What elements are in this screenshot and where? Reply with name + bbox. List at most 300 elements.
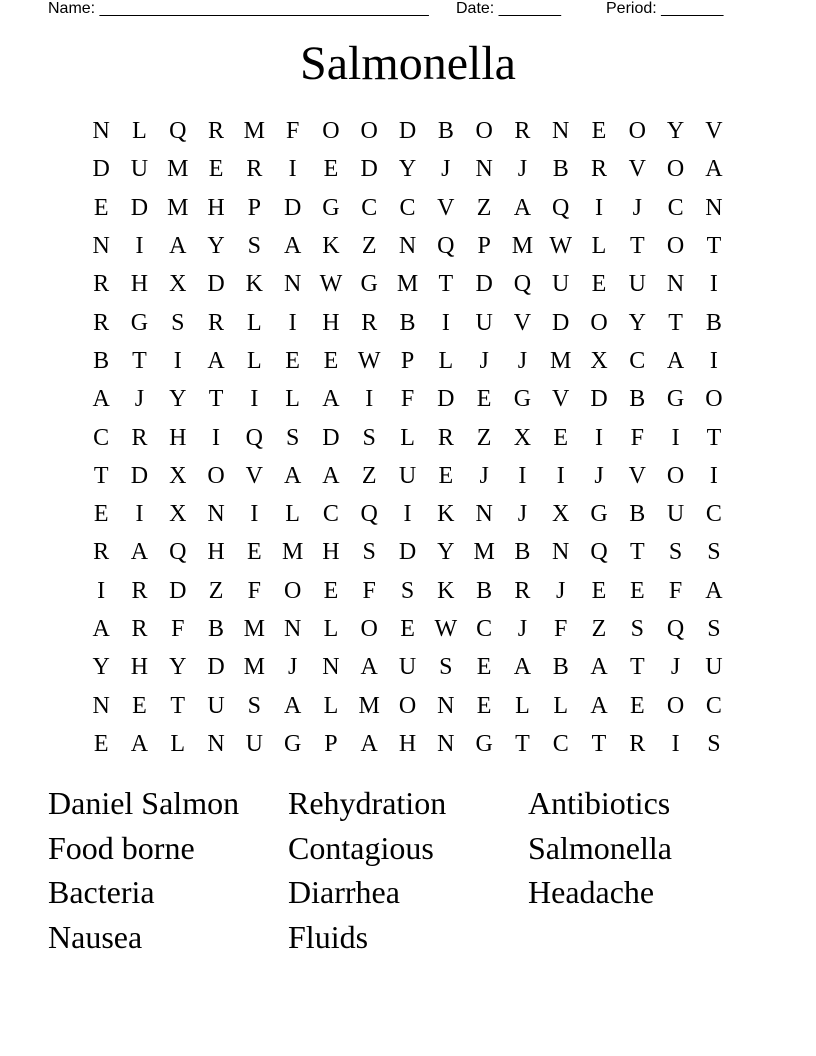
grid-cell[interactable]: O bbox=[398, 692, 417, 719]
grid-cell[interactable]: S bbox=[707, 616, 721, 642]
grid-cell[interactable]: B bbox=[552, 156, 569, 183]
grid-cell[interactable]: R bbox=[208, 118, 225, 145]
grid-cell[interactable]: N bbox=[666, 271, 685, 298]
grid-cell[interactable]: U bbox=[398, 654, 417, 681]
grid-cell[interactable]: M bbox=[167, 194, 189, 221]
grid-cell[interactable]: C bbox=[705, 692, 722, 719]
grid-cell[interactable]: D bbox=[283, 194, 302, 221]
grid-cell[interactable]: J bbox=[517, 347, 528, 374]
grid-cell[interactable]: T bbox=[706, 233, 722, 260]
grid-cell[interactable]: D bbox=[590, 386, 608, 413]
grid-cell[interactable]: A bbox=[322, 462, 340, 489]
grid-cell[interactable]: V bbox=[437, 194, 455, 221]
grid-cell[interactable]: H bbox=[130, 271, 149, 298]
grid-cell[interactable]: M bbox=[243, 654, 265, 681]
grid-cell[interactable]: L bbox=[438, 347, 454, 374]
grid-cell[interactable]: V bbox=[552, 386, 570, 413]
grid-cell[interactable]: A bbox=[705, 577, 723, 604]
grid-cell[interactable]: D bbox=[169, 577, 187, 604]
grid-cell[interactable]: C bbox=[552, 730, 569, 757]
grid-cell[interactable]: Z bbox=[476, 424, 492, 451]
grid-cell[interactable]: E bbox=[93, 194, 109, 221]
grid-cell[interactable]: U bbox=[130, 156, 149, 183]
grid-cell[interactable]: T bbox=[629, 539, 645, 566]
grid-cell[interactable]: O bbox=[322, 118, 340, 145]
grid-cell[interactable]: O bbox=[628, 118, 646, 145]
grid-cell[interactable]: N bbox=[552, 539, 570, 566]
grid-cell[interactable]: T bbox=[706, 424, 722, 451]
word-list-item: Daniel Salmon bbox=[48, 785, 240, 821]
grid-cell[interactable]: A bbox=[130, 539, 149, 566]
grid-cell[interactable]: W bbox=[357, 347, 381, 374]
grid-cell[interactable]: N bbox=[437, 730, 455, 757]
grid-cell[interactable]: I bbox=[671, 730, 680, 757]
grid-cell[interactable]: N bbox=[92, 692, 110, 719]
grid-cell[interactable]: A bbox=[666, 347, 685, 374]
period-field[interactable]: Period: _______ bbox=[606, 0, 724, 17]
grid-cell[interactable]: E bbox=[285, 347, 300, 374]
grid-cell[interactable]: S bbox=[630, 616, 644, 642]
grid-cell[interactable]: B bbox=[705, 309, 722, 336]
grid-cell[interactable]: N bbox=[322, 654, 340, 681]
grid-cell[interactable]: H bbox=[130, 654, 149, 681]
grid-cell[interactable]: R bbox=[93, 271, 110, 298]
grid-cell[interactable]: A bbox=[360, 730, 378, 757]
grid-cell[interactable]: P bbox=[247, 194, 262, 221]
grid-cell[interactable]: I bbox=[709, 347, 718, 374]
grid-cell[interactable]: R bbox=[131, 577, 148, 604]
grid-cell[interactable]: I bbox=[709, 271, 718, 298]
header-fields bbox=[48, 0, 748, 20]
grid-cell[interactable]: L bbox=[591, 233, 607, 260]
grid-cell[interactable]: X bbox=[513, 424, 532, 451]
grid-cell[interactable]: N bbox=[92, 118, 110, 145]
grid-cell[interactable]: J bbox=[517, 156, 528, 183]
grid-cell[interactable]: C bbox=[361, 194, 378, 221]
grid-cell[interactable]: R bbox=[437, 424, 454, 451]
grid-cell[interactable]: S bbox=[171, 309, 185, 336]
grid-cell[interactable]: U bbox=[398, 462, 417, 489]
name-field[interactable]: Name: _____________________________________ bbox=[48, 0, 429, 17]
grid-cell[interactable]: K bbox=[322, 233, 340, 260]
grid-cell[interactable]: D bbox=[398, 118, 417, 145]
grid-cell[interactable]: A bbox=[283, 233, 302, 260]
grid-cell[interactable]: I bbox=[135, 233, 144, 260]
grid-cell[interactable]: P bbox=[324, 730, 338, 757]
grid-cell[interactable]: K bbox=[245, 271, 263, 298]
grid-cell[interactable]: Q bbox=[245, 424, 263, 451]
grid-cell[interactable]: Y bbox=[169, 654, 187, 681]
grid-cell[interactable]: R bbox=[93, 309, 110, 336]
grid-cell[interactable]: L bbox=[400, 424, 415, 451]
grid-cell[interactable]: D bbox=[130, 194, 149, 221]
grid-cell[interactable]: E bbox=[438, 462, 454, 489]
grid-cell[interactable]: E bbox=[591, 118, 607, 145]
grid-cell[interactable]: R bbox=[93, 539, 110, 566]
grid-cell[interactable]: Y bbox=[169, 386, 187, 413]
grid-cell[interactable]: M bbox=[550, 347, 572, 374]
grid-cell[interactable]: D bbox=[437, 386, 455, 413]
grid-cell[interactable]: Z bbox=[361, 462, 377, 489]
grid-cell[interactable]: D bbox=[322, 424, 340, 451]
grid-cell[interactable]: E bbox=[629, 577, 645, 604]
grid-cell[interactable]: O bbox=[207, 462, 225, 489]
grid-cell[interactable]: O bbox=[666, 692, 685, 719]
grid-cell[interactable]: F bbox=[171, 616, 185, 642]
grid-cell[interactable]: E bbox=[323, 156, 339, 183]
grid-cell[interactable]: V bbox=[628, 462, 646, 489]
grid-cell[interactable]: H bbox=[207, 194, 225, 221]
grid-cell[interactable]: T bbox=[208, 386, 224, 413]
grid-cell[interactable]: J bbox=[517, 616, 528, 642]
grid-cell[interactable]: R bbox=[208, 309, 225, 336]
grid-cell[interactable]: H bbox=[322, 309, 340, 336]
grid-cell[interactable]: D bbox=[475, 271, 493, 298]
grid-cell[interactable]: A bbox=[169, 233, 187, 260]
grid-cell[interactable]: Y bbox=[437, 539, 455, 566]
word-list-item: Antibiotics bbox=[528, 785, 671, 821]
grid-cell[interactable]: C bbox=[399, 194, 416, 221]
grid-cell[interactable]: X bbox=[169, 271, 187, 298]
grid-cell[interactable]: N bbox=[475, 156, 493, 183]
grid-cell[interactable]: W bbox=[319, 271, 343, 298]
grid-cell[interactable]: S bbox=[400, 577, 415, 604]
grid-cell[interactable]: E bbox=[400, 616, 415, 642]
grid-cell[interactable]: K bbox=[437, 577, 455, 604]
grid-cell[interactable]: T bbox=[132, 347, 147, 374]
grid-cell[interactable]: A bbox=[590, 654, 608, 681]
grid-cell[interactable]: Y bbox=[92, 654, 110, 681]
grid-cell[interactable]: E bbox=[132, 692, 147, 719]
grid-cell[interactable]: B bbox=[437, 118, 454, 145]
grid-cell[interactable]: Q bbox=[666, 616, 685, 642]
grid-cell[interactable]: B bbox=[629, 501, 646, 528]
grid-cell[interactable]: O bbox=[360, 118, 378, 145]
grid-cell[interactable]: F bbox=[362, 577, 376, 604]
grid-cell[interactable]: X bbox=[169, 462, 187, 489]
date-field[interactable]: Date: _______ bbox=[456, 0, 561, 17]
grid-cell[interactable]: I bbox=[709, 462, 718, 489]
grid-cell[interactable]: P bbox=[477, 233, 491, 260]
grid-cell[interactable]: V bbox=[628, 156, 646, 183]
grid-cell[interactable]: I bbox=[595, 424, 603, 451]
grid-cell[interactable]: R bbox=[514, 118, 531, 145]
grid-cell[interactable]: Q bbox=[437, 233, 455, 260]
grid-cell[interactable]: A bbox=[322, 386, 340, 413]
grid-cell[interactable]: S bbox=[362, 539, 376, 566]
grid-cell[interactable]: L bbox=[247, 309, 262, 336]
grid-cell[interactable]: U bbox=[552, 271, 570, 298]
grid-cell[interactable]: S bbox=[362, 424, 376, 451]
grid-cell[interactable]: M bbox=[243, 616, 265, 642]
grid-cell[interactable]: X bbox=[169, 501, 187, 528]
grid-cell[interactable]: F bbox=[247, 577, 262, 604]
grid-cell[interactable]: R bbox=[131, 616, 148, 642]
grid-cell[interactable]: G bbox=[322, 194, 340, 221]
grid-cell[interactable]: F bbox=[400, 386, 415, 413]
grid-cell[interactable]: D bbox=[360, 156, 378, 183]
grid-cell[interactable]: I bbox=[595, 194, 603, 221]
grid-cell[interactable]: T bbox=[93, 462, 109, 489]
grid-cell[interactable]: F bbox=[285, 118, 300, 145]
grid-cell[interactable]: M bbox=[511, 233, 534, 260]
grid-cell[interactable]: B bbox=[514, 539, 531, 566]
grid-cell[interactable]: G bbox=[513, 386, 532, 413]
grid-cell[interactable]: Q bbox=[169, 539, 187, 566]
grid-cell[interactable]: D bbox=[398, 539, 417, 566]
grid-cell[interactable]: O bbox=[283, 577, 302, 604]
grid-cell[interactable]: R bbox=[131, 424, 148, 451]
grid-cell[interactable]: M bbox=[473, 539, 495, 566]
grid-cell[interactable]: T bbox=[591, 730, 607, 757]
grid-cell[interactable]: I bbox=[365, 386, 374, 413]
grid-cell[interactable]: W bbox=[549, 233, 573, 260]
grid-cell[interactable]: U bbox=[207, 692, 225, 719]
grid-cell[interactable]: C bbox=[667, 194, 684, 221]
grid-cell[interactable]: R bbox=[514, 577, 531, 604]
grid-cell[interactable]: Q bbox=[590, 539, 608, 566]
grid-cell[interactable]: U bbox=[628, 271, 646, 298]
grid-cell[interactable]: O bbox=[666, 233, 685, 260]
grid-cell[interactable]: E bbox=[93, 730, 109, 757]
grid-cell[interactable]: C bbox=[629, 347, 646, 374]
grid-cell[interactable]: J bbox=[287, 654, 298, 681]
grid-cell[interactable]: G bbox=[666, 386, 685, 413]
grid-cell[interactable]: A bbox=[360, 654, 378, 681]
grid-cell[interactable]: A bbox=[283, 692, 302, 719]
grid-cell[interactable]: Y bbox=[628, 309, 646, 336]
grid-cell[interactable]: M bbox=[281, 539, 304, 566]
grid-cell[interactable]: B bbox=[93, 347, 110, 374]
grid-cell[interactable]: I bbox=[556, 462, 565, 489]
grid-cell[interactable]: A bbox=[130, 730, 149, 757]
grid-cell[interactable]: Q bbox=[552, 194, 570, 221]
grid-cell[interactable]: R bbox=[629, 730, 646, 757]
grid-cell[interactable]: I bbox=[288, 156, 297, 183]
grid-cell[interactable]: A bbox=[207, 347, 225, 374]
grid-cell[interactable]: D bbox=[207, 654, 225, 681]
grid-cell[interactable]: T bbox=[629, 654, 645, 681]
grid-cell[interactable]: F bbox=[630, 424, 644, 451]
grid-cell[interactable]: R bbox=[361, 309, 378, 336]
grid-cell[interactable]: S bbox=[707, 539, 721, 566]
grid-cell[interactable]: T bbox=[170, 692, 186, 719]
grid-cell[interactable]: F bbox=[554, 616, 568, 642]
grid-cell[interactable]: N bbox=[283, 616, 302, 642]
grid-cell[interactable]: V bbox=[245, 462, 263, 489]
grid-cell[interactable]: S bbox=[285, 424, 300, 451]
grid-cell[interactable]: Q bbox=[513, 271, 532, 298]
grid-cell[interactable]: I bbox=[135, 501, 144, 528]
word-list-item: Rehydration bbox=[288, 785, 447, 821]
grid-cell[interactable]: D bbox=[92, 156, 110, 183]
grid-cell[interactable]: G bbox=[283, 730, 302, 757]
grid-cell[interactable]: N bbox=[207, 501, 225, 528]
grid-cell[interactable]: J bbox=[479, 462, 489, 489]
grid-cell[interactable]: U bbox=[475, 309, 493, 336]
grid-cell[interactable]: M bbox=[358, 692, 380, 719]
grid-cell[interactable]: Y bbox=[666, 118, 685, 145]
grid-cell[interactable]: A bbox=[283, 462, 302, 489]
grid-cell[interactable]: E bbox=[247, 539, 262, 566]
grid-cell[interactable]: E bbox=[553, 424, 569, 451]
grid-cell[interactable]: W bbox=[434, 616, 458, 642]
grid-cell[interactable]: B bbox=[629, 386, 646, 413]
grid-cell[interactable]: J bbox=[670, 654, 681, 681]
grid-cell[interactable]: C bbox=[705, 501, 722, 528]
grid-cell[interactable]: E bbox=[591, 577, 607, 604]
grid-cell[interactable]: E bbox=[629, 692, 645, 719]
grid-cell[interactable]: J bbox=[441, 156, 451, 183]
grid-cell[interactable]: J bbox=[517, 501, 528, 528]
grid-cell[interactable]: E bbox=[591, 271, 607, 298]
word-list-item: Headache bbox=[528, 874, 655, 910]
grid-cell[interactable]: X bbox=[552, 501, 570, 528]
grid-cell[interactable]: S bbox=[668, 539, 683, 566]
grid-cell[interactable]: R bbox=[591, 156, 608, 183]
grid-cell[interactable]: G bbox=[475, 730, 493, 757]
grid-cell[interactable]: L bbox=[323, 692, 339, 719]
grid-cell[interactable]: D bbox=[130, 462, 149, 489]
grid-cell[interactable]: R bbox=[246, 156, 263, 183]
grid-cell[interactable]: V bbox=[705, 118, 723, 145]
grid-cell[interactable]: K bbox=[437, 501, 455, 528]
grid-cell[interactable]: E bbox=[208, 156, 224, 183]
grid-cell[interactable]: S bbox=[439, 654, 453, 681]
grid-cell[interactable]: Q bbox=[360, 501, 378, 528]
grid-cell[interactable]: S bbox=[707, 730, 721, 757]
page-title: Salmonella bbox=[300, 37, 516, 90]
grid-cell[interactable]: E bbox=[323, 577, 339, 604]
grid-cell[interactable]: B bbox=[552, 654, 569, 681]
grid-cell[interactable]: E bbox=[476, 654, 492, 681]
grid-cell[interactable]: V bbox=[513, 309, 532, 336]
grid-cell[interactable]: Y bbox=[207, 233, 225, 260]
grid-cell[interactable]: M bbox=[243, 118, 265, 145]
grid-cell[interactable]: G bbox=[130, 309, 149, 336]
grid-cell[interactable]: N bbox=[398, 233, 417, 260]
grid-cell[interactable]: O bbox=[590, 309, 608, 336]
grid-cell[interactable]: Z bbox=[591, 616, 607, 642]
grid-cell[interactable]: H bbox=[169, 424, 187, 451]
grid-cell[interactable]: L bbox=[515, 692, 530, 719]
grid-cell[interactable]: L bbox=[285, 386, 300, 413]
grid-cell[interactable]: N bbox=[92, 233, 110, 260]
grid-cell[interactable]: I bbox=[671, 424, 680, 451]
grid-cell[interactable]: B bbox=[399, 309, 416, 336]
grid-cell[interactable]: Y bbox=[398, 156, 417, 183]
grid-cell[interactable]: B bbox=[208, 616, 225, 642]
word-list-item: Food borne bbox=[48, 829, 195, 866]
grid-cell[interactable]: I bbox=[403, 501, 412, 528]
grid-cell[interactable]: C bbox=[476, 616, 493, 642]
grid-cell[interactable]: J bbox=[594, 462, 604, 489]
grid-cell[interactable]: M bbox=[167, 156, 189, 183]
grid-cell[interactable]: I bbox=[518, 462, 527, 489]
grid-cell[interactable]: I bbox=[250, 386, 259, 413]
grid-cell[interactable]: I bbox=[97, 577, 106, 604]
grid-cell[interactable]: L bbox=[170, 730, 186, 757]
grid-cell[interactable]: A bbox=[92, 616, 110, 642]
grid-cell[interactable]: O bbox=[666, 462, 685, 489]
grid-cell[interactable]: T bbox=[668, 309, 683, 336]
grid-cell[interactable]: T bbox=[438, 271, 454, 298]
grid-cell[interactable]: L bbox=[553, 692, 569, 719]
grid-cell[interactable]: L bbox=[285, 501, 300, 528]
grid-cell[interactable]: H bbox=[207, 539, 225, 566]
grid-cell[interactable]: H bbox=[322, 539, 340, 566]
grid-cell[interactable]: J bbox=[479, 347, 489, 374]
grid-cell[interactable]: S bbox=[247, 233, 262, 260]
grid-cell[interactable]: U bbox=[705, 654, 723, 681]
grid-cell[interactable]: T bbox=[629, 233, 645, 260]
grid-cell[interactable]: I bbox=[250, 501, 259, 528]
grid-cell[interactable]: E bbox=[93, 501, 109, 528]
grid-cell[interactable]: N bbox=[437, 692, 455, 719]
grid-cell[interactable]: J bbox=[632, 194, 642, 221]
grid-cell[interactable]: U bbox=[666, 501, 685, 528]
grid-cell[interactable]: N bbox=[552, 118, 570, 145]
grid-cell[interactable]: O bbox=[360, 616, 378, 642]
grid-cell[interactable]: T bbox=[515, 730, 530, 757]
grid-cell[interactable]: Z bbox=[361, 233, 377, 260]
grid-cell[interactable]: N bbox=[283, 271, 302, 298]
grid-cell[interactable]: P bbox=[400, 347, 415, 374]
grid-cell[interactable]: H bbox=[398, 730, 417, 757]
grid-cell[interactable]: Q bbox=[169, 118, 187, 145]
grid-cell[interactable]: D bbox=[207, 271, 225, 298]
grid-cell[interactable]: L bbox=[323, 616, 339, 642]
grid-cell[interactable]: Z bbox=[476, 194, 492, 221]
grid-cell[interactable]: G bbox=[360, 271, 378, 298]
grid-cell[interactable]: E bbox=[476, 692, 492, 719]
grid-cell[interactable]: D bbox=[552, 309, 570, 336]
grid-cell[interactable]: A bbox=[590, 692, 608, 719]
grid-cell[interactable]: Z bbox=[208, 577, 224, 604]
grid-cell[interactable]: N bbox=[705, 194, 723, 221]
grid-cell[interactable]: L bbox=[132, 118, 147, 145]
grid-cell[interactable]: I bbox=[441, 309, 450, 336]
grid-cell[interactable]: G bbox=[590, 501, 608, 528]
grid-cell[interactable]: A bbox=[513, 194, 532, 221]
grid-cell[interactable]: N bbox=[475, 501, 493, 528]
grid-cell[interactable]: B bbox=[476, 577, 493, 604]
grid-cell[interactable]: A bbox=[92, 386, 110, 413]
word-list-item: Bacteria bbox=[48, 874, 155, 910]
grid-cell[interactable]: N bbox=[207, 730, 225, 757]
grid-cell[interactable]: I bbox=[212, 424, 221, 451]
grid-cell[interactable]: E bbox=[476, 386, 492, 413]
grid-cell[interactable]: O bbox=[666, 156, 685, 183]
grid-cell[interactable]: F bbox=[668, 577, 683, 604]
grid-cell[interactable]: L bbox=[247, 347, 262, 374]
grid-cell[interactable]: J bbox=[134, 386, 145, 413]
grid-cell[interactable]: S bbox=[247, 692, 262, 719]
grid-cell[interactable]: C bbox=[322, 501, 339, 528]
grid-cell[interactable]: J bbox=[556, 577, 566, 604]
grid-cell[interactable]: I bbox=[288, 309, 297, 336]
grid-cell[interactable]: M bbox=[396, 271, 419, 298]
grid-cell[interactable]: C bbox=[93, 424, 110, 451]
grid-cell[interactable]: E bbox=[323, 347, 339, 374]
grid-cell[interactable]: U bbox=[245, 730, 263, 757]
grid-cell[interactable]: A bbox=[705, 156, 723, 183]
grid-cell[interactable]: A bbox=[513, 654, 532, 681]
grid-cell[interactable]: O bbox=[705, 386, 723, 413]
grid-cell[interactable]: O bbox=[475, 118, 493, 145]
grid-cell[interactable]: X bbox=[590, 347, 608, 374]
grid-cell[interactable]: I bbox=[173, 347, 182, 374]
